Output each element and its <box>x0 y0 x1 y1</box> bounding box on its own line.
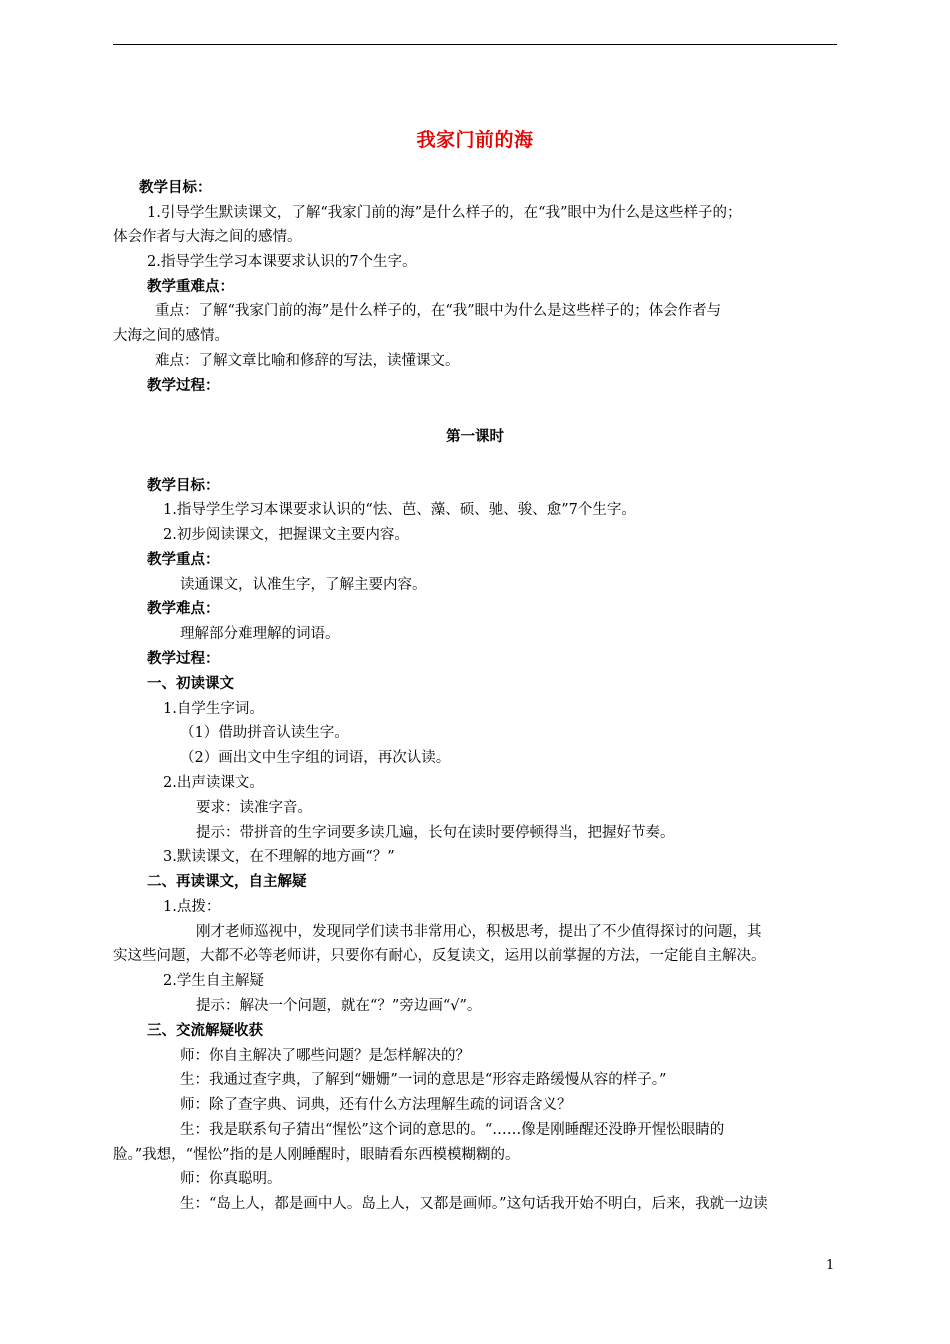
paragraph-line: 3.默读课文，在不理解的地方画“？” <box>163 849 395 865</box>
paragraph-line: 重点：了解“我家门前的海”是什么样子的，在“我”眼中为什么是这些样子的；体会作者与 <box>155 303 722 319</box>
paragraph-line: 刚才老师巡视中，发现同学们读书非常用心，积极思考，提出了不少值得探讨的问题，其 <box>196 924 762 940</box>
paragraph-line: 脸。”我想，“惺忪”指的是人刚睡醒时，眼睛看东西模模糊糊的。 <box>113 1147 520 1163</box>
paragraph-line: 1.指导学生学习本课要求认识的“怯、芭、藻、硕、驰、骏、愈”7个生字。 <box>163 502 636 518</box>
step-heading-1: 一、初读课文 <box>147 676 234 692</box>
paragraph-line: （2）画出文中生字组的词语，再次认读。 <box>180 750 451 766</box>
paragraph-line: 1.引导学生默读课文，了解“我家门前的海”是什么样子的，在“我”眼中为什么是这些样子的； <box>147 205 742 221</box>
heading-teaching-goals: 教学目标： <box>139 180 212 196</box>
paragraph-line: 2.初步阅读课文，把握课文主要内容。 <box>163 527 409 543</box>
paragraph-line: 2.学生自主解疑 <box>163 973 264 989</box>
step-heading-2: 二、再读课文，自主解疑 <box>147 874 307 890</box>
paragraph-line: 难点：了解文章比喻和修辞的写法，读懂课文。 <box>155 353 460 369</box>
paragraph-line: 2.出声读课文。 <box>163 775 264 791</box>
paragraph-line: 1.点拨： <box>163 899 221 915</box>
paragraph-line: 理解部分难理解的词语。 <box>180 626 340 642</box>
paragraph-line: 大海之间的感情。 <box>113 328 229 344</box>
heading-difficulties: 教学难点： <box>147 601 220 617</box>
paragraph-line: 师：除了查字典、词典，还有什么方法理解生疏的词语含义？ <box>180 1097 572 1113</box>
page-number: 1 <box>826 1258 835 1273</box>
paragraph-line: 读通课文，认准生字，了解主要内容。 <box>180 577 427 593</box>
paragraph-line: 提示：解决一个问题，就在“？”旁边画“√”。 <box>196 998 482 1014</box>
heading-teaching-goals-2: 教学目标： <box>147 478 220 494</box>
paragraph-line: 生：我是联系句子猜出“惺忪”这个词的意思的。“……像是刚睡醒还没睁开惺忪眼睛的 <box>180 1122 725 1138</box>
paragraph-line: 师：你真聪明。 <box>180 1171 282 1187</box>
paragraph-line: 提示：带拼音的生字词要多读几遍，长句在读时要停顿得当，把握好节奏。 <box>196 825 675 841</box>
paragraph-line: 师：你自主解决了哪些问题？是怎样解决的？ <box>180 1048 470 1064</box>
heading-teaching-process: 教学过程： <box>147 378 220 394</box>
step-heading-3: 三、交流解疑收获 <box>147 1023 263 1039</box>
paragraph-line: （1）借助拼音认读生字。 <box>180 725 349 741</box>
heading-key-points: 教学重点： <box>147 552 220 568</box>
document-title: 我家门前的海 <box>416 129 534 151</box>
paragraph-line: 生：“岛上人，都是画中人。岛上人，又都是画师。”这句话我开始不明白，后来，我就一边读 <box>180 1196 768 1212</box>
paragraph-line: 2.指导学生学习本课要求认识的7个生字。 <box>147 254 417 270</box>
section-title-first-lesson: 第一课时 <box>446 429 504 445</box>
paragraph-line: 体会作者与大海之间的感情。 <box>113 229 302 245</box>
paragraph-line: 要求：读准字音。 <box>196 800 312 816</box>
paragraph-line: 1.自学生字词。 <box>163 701 264 717</box>
heading-key-difficulties: 教学重难点： <box>147 279 234 295</box>
paragraph-line: 生：我通过查字典，了解到“姗姗”一词的意思是“形容走路缓慢从容的样子。” <box>180 1072 667 1088</box>
heading-teaching-process-2: 教学过程： <box>147 651 220 667</box>
header-rule <box>113 44 837 45</box>
paragraph-line: 实这些问题，大都不必等老师讲，只要你有耐心，反复读文，运用以前掌握的方法，一定能自主解决。 <box>113 948 766 964</box>
